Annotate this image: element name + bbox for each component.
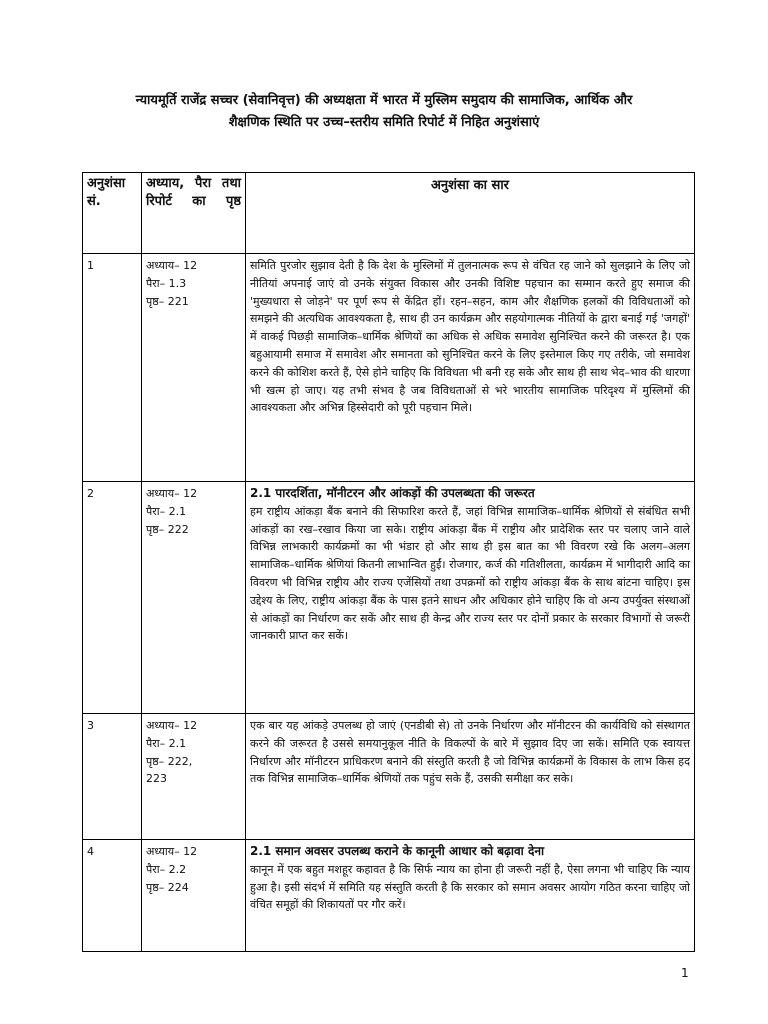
reference-line: पैरा– 2.1 (146, 504, 187, 518)
recommendation-summary (246, 840, 695, 952)
recommendation-summary (246, 482, 695, 714)
reference-line: पृष्ठ– 222 (146, 522, 189, 536)
chapter-reference (142, 840, 246, 952)
recommendation-number: 2 (83, 482, 142, 714)
page-number: 1 (681, 966, 689, 980)
chapter-reference (142, 714, 246, 840)
chapter-reference (142, 482, 246, 714)
summary-text: हम राष्ट्रीय आंकड़ा बैंक बनाने की सिफारिश करते हैं, जहां विभिन्न सामाजिक–धार्मिक श्रेणियों से संबंधित सभी आंकड़ों का रख–रखाव किया जा सके। राष्ट्रीय आंकड़ा बैंक में राष्ट्रीय और प्रादेशिक स्तर पर चलाए जाने वाले विभिन्न लाभकारी कार्यक्रमों का भी भंडार हो और साथ ही इस बात का भी विवरण रखे कि अलग–अलग सामाजिक–धार्मिक श्रेणियां कितनी लाभान्वित हुईं। रोजगार, कर्ज की गतिशीलता, कार्यक्रम में भागीदारी आदि का विवरण भी विभिन्न राष्ट्रीय और राज्य एजेंसियों तथा उपक्रमों को राष्ट्रीय आंकड़ा बैंक के साथ बांटना चाहिए। इस उद्देश्य के लिए, राष्ट्रीय आंकड़ा बैंक के पास इतने साधन और अधिकार होने चाहिए कि वो अन्य उपर्युक्त संस्थाओं से आंकड़ों का निर्धारण कर सकें और साथ ही केन्द्र और राज्य स्तर पर दोनों प्रकार के सरकार विभागों से जरूरी जानकारी प्राप्त कर सकें। (250, 504, 690, 643)
summary-text: एक बार यह आंकड़े उपलब्ध हो जाएं (एनडीबी से) तो उनके निर्धारण और मॉनीटरन की कार्यविधि को संस्थागत करने की जरूरत है उससे समयानुकूल नीति के विकल्पों के बारे में सुझाव दिए जा सकें। समिति एक स्वायत्त निर्धारण और मॉनीटरन प्राधिकरण बनाने की संस्तुति करती है जो विभिन्न कार्यक्रमों के विकास के लाभ किस हद तक विभिन्न सामाजिक–धार्मिक श्रेणियों तक पहुंच सके हैं, उसकी समीक्षा कर सके। (250, 719, 690, 786)
recommendation-number: 1 (83, 254, 142, 482)
reference-line: पृष्ठ– 224 (146, 880, 189, 894)
table-header-row (83, 173, 695, 254)
title-line-2: शैक्षणिक स्थिति पर उच्च–स्तरीय समिति रिपोर्ट में निहित अनुशंसाएं (228, 115, 540, 130)
reference-line: 223 (146, 772, 167, 786)
reference-line: अध्याय– 12 (146, 259, 198, 272)
header-recommendation-no: अनुशंसा सं. (83, 173, 142, 254)
reference-line: अध्याय– 12 (146, 845, 198, 858)
table-row (83, 840, 695, 952)
title-line-1: न्यायमूर्ति राजेंद्र सच्चर (सेवानिवृत्त) की अध्यक्षता में भारत में मुस्लिम समुदाय की सामाजिक, आर्थिक और (135, 93, 633, 108)
reference-line: पृष्ठ– 221 (146, 294, 189, 308)
reference-line: पृष्ठ– 222, (146, 754, 193, 768)
recommendation-summary (246, 714, 695, 840)
recommendation-number: 3 (83, 714, 142, 840)
header-summary: अनुशंसा का सार (246, 173, 695, 254)
reference-line: पैरा– 1.3 (146, 276, 187, 290)
section-heading: 2.1 समान अवसर उपलब्ध कराने के कानूनी आधार को बढ़ावा देना (250, 844, 545, 858)
table-row (83, 482, 695, 714)
reference-line: अध्याय– 12 (146, 719, 198, 732)
recommendation-summary (246, 254, 695, 482)
chapter-reference (142, 254, 246, 482)
section-heading: 2.1 पारदर्शिता, मॉनीटरन और आंकड़ों की उपलब्धता की जरूरत (250, 486, 535, 500)
recommendations-table (82, 172, 695, 952)
table-row (83, 714, 695, 840)
summary-text: समिति पुरजोर सुझाव देती है कि देश के मुस्लिमों में तुलनात्मक रूप से वंचित रह जाने को सुलझाने के लिए जो नीतियां अपनाई जाएं वो उनके संयुक्त विकास और उनकी विशिष्ट पहचान का सम्मान करते हुए समाज की 'मुख्यधारा से जोड़ने' पर पूर्ण रूप से केंद्रित हों। रहन–सहन, काम और शैक्षणिक हलकों की विविधताओं को समझने की अत्यधिक आवश्यकता है, साथ ही उन कार्यक्रम और सहयोगात्मक नीतियों के द्वारा बनाई गई 'जगहों' में वाकई पिछड़ी सामाजिक–धार्मिक श्रेणियों का अधिक से अधिक समावेश सुनिश्चित करने की जरूरत है। एक बहुआयामी समाज में समावेश और समानता को सुनिश्चित करने के लिए इस्तेमाल किए गए तरीके, जो समावेश करने की कोशिश करते हैं, ऐसे होने चाहिए कि विविधता भी बनी रह सके और साथ ही साथ भेद–भाव की धारणा भी खत्म हो जाए। यह तभी संभव है जब विविधताओं से भरे भारतीय सामाजिक परिदृश्य में मुस्लिमों की आवश्यकता और अभिन्न हिस्सेदारी को पूरी पहचान मिले। (250, 259, 690, 415)
recommendation-number: 4 (83, 840, 142, 952)
reference-line: पैरा– 2.2 (146, 862, 187, 876)
reference-line: अध्याय– 12 (146, 487, 198, 500)
table-row (83, 254, 695, 482)
reference-line: पैरा– 2.1 (146, 736, 187, 750)
document-title (72, 90, 696, 134)
summary-text: कानून में एक बहुत मशहूर कहावत है कि सिर्फ न्याय का होना ही जरूरी नहीं है, ऐसा लगना भी चाहिए कि न्याय हुआ है। इसी संदर्भ में समिति यह संस्तुति करती है कि सरकार को समान अवसर आयोग गठित करना चाहिए जो वंचित समूहों की शिकायतों पर गौर करें। (250, 862, 690, 912)
header-chapter-para-page: अध्याय, पैरा तथा रिपोर्ट का पृष्ठ (142, 173, 246, 254)
